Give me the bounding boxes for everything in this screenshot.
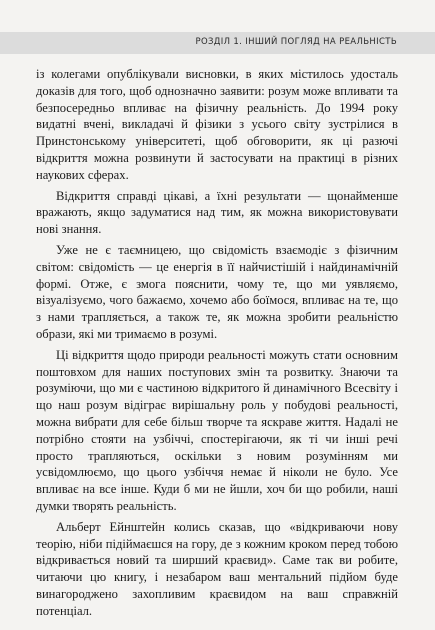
- paragraph: Відкриття справді цікаві, а їхні результати — щонайменше вражають, якщо задуматися над тим, як можна використовувати нові знання.: [36, 188, 398, 237]
- paragraph-continued: із колегами опублікували висновки, в яких містилось удосталь доказів для того, щоб однозначно заявити: розум може впливати та безпосередньо впливає на фізичну реальність. До 1994 року видатні вчені, викладачі й фізики з усього світу зустрілися в Принстонському університеті, щоб обговорити, як ці разючі відкриття можна розвинути й застосувати на практиці в різних наукових сферах.: [36, 67, 398, 182]
- paragraph: Ці відкриття щодо природи реальності можуть стати основним поштовхом для наших поступових змін та розвитку. Знаючи та розуміючи, що ми є частиною відкритого й динамічного Всесвіту і що наш розум відіграє вирішальну роль у побудові реальності, можна вибрати для себе більш творче та яскраве життя. Надалі не потрібно стояти на узбіччі, спостерігаючи, як ті чи інші речі просто трапляються, оскільки з новим розумінням ми усвідомлюємо, що цього узбіччя немає й ніколи не було. Усе впливає на все інше. Куди б ми не йшли, хоч би що робили, наші думки творять реальність.: [36, 347, 398, 513]
- body-text: [36, 66, 398, 620]
- paragraph: Альберт Ейнштейн колись сказав, що «відкриваючи нову теорію, ніби підіймаєшся на гору, де з кожним кроком перед тобою відкривається новий та ширший краєвид». Саме так ви робите, читаючи цю книгу, і незабаром ваш ментальний підйом буде винагороджено захопливим краєвидом на ваш справжній потенціал.: [36, 519, 398, 618]
- running-header-bar: [0, 32, 435, 54]
- paragraph: Уже не є таємницею, що свідомість взаємодіє з фізичним світом: свідомість — це енергія в її найчистішій і найдинамічній формі. Отже, є змога пояснити, чому те, що ми уявляємо, візуалізуємо, чого бажаємо, хочемо або боїмося, впливає на те, що з нами трапляється, а також те, як можна зробити реальністю образи, які ми тримаємо в розумі.: [36, 242, 398, 341]
- chapter-title: РОЗДІЛ 1. ІНШИЙ ПОГЛЯД НА РЕАЛЬНІСТЬ: [195, 37, 397, 47]
